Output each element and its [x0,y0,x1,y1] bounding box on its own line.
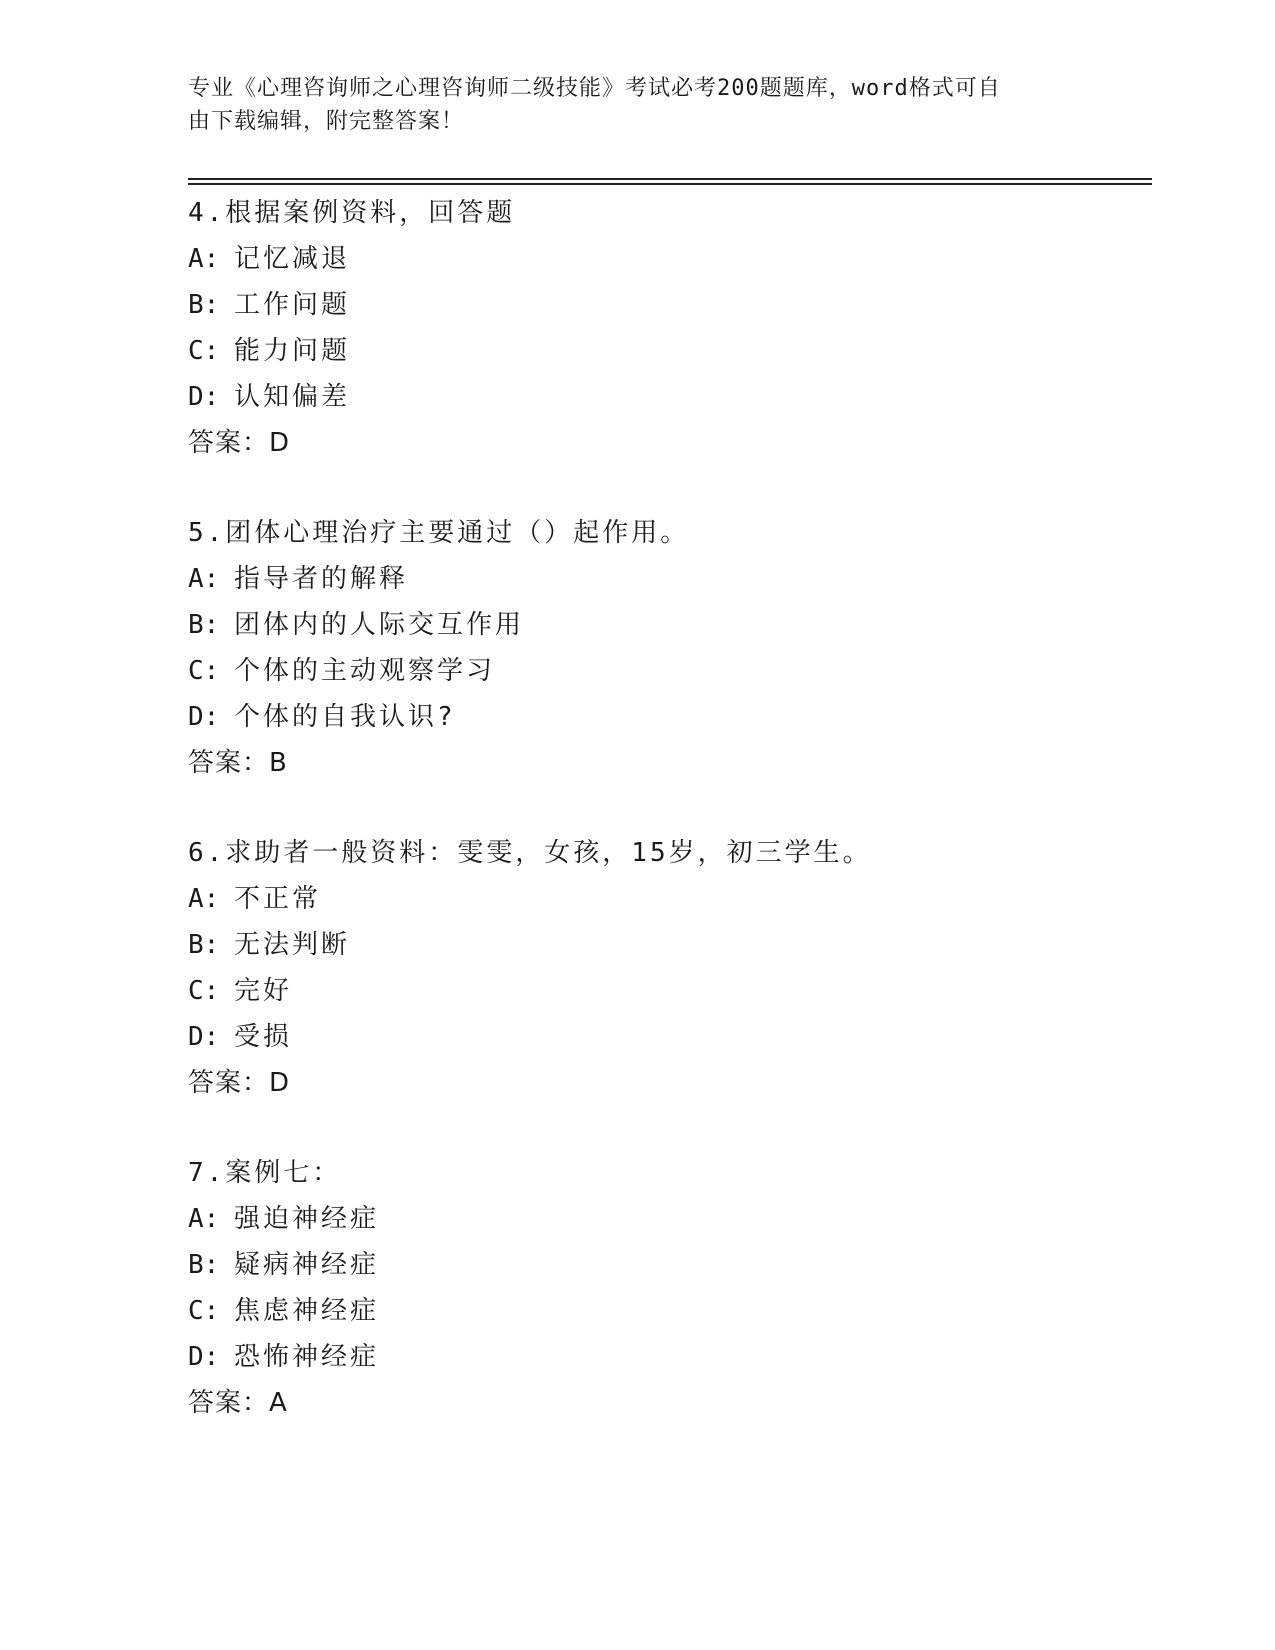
option-text: 能力问题 [234,336,351,366]
option-c [188,968,1148,1014]
option-text: 个体的自我认识? [234,702,456,732]
option-text: 恐怖神经症 [234,1342,380,1372]
option-label: B: [188,610,220,640]
option-label: A: [188,884,220,914]
option-label: A: [188,244,220,274]
option-label: D: [188,1342,220,1372]
answer-line: 答案：D [188,428,291,458]
option-b [188,1242,1148,1288]
option-label: A: [188,1204,220,1234]
question-title: 7.案例七： [188,1158,342,1188]
option-text: 强迫神经症 [234,1204,380,1234]
option-text: 疑病神经症 [234,1250,380,1280]
header-line-1: 专业《心理咨询师之心理咨询师二级技能》考试必考200题题库，word格式可自 [188,76,1001,101]
option-text: 指导者的解释 [234,564,409,594]
option-text: 焦虑神经症 [234,1296,380,1326]
option-label: C: [188,976,220,1006]
header-divider-bottom [188,183,1152,185]
document-header [188,72,1068,138]
option-c [188,328,1148,374]
option-a [188,1196,1148,1242]
option-text: 个体的主动观察学习 [234,656,496,686]
option-label: A: [188,564,220,594]
answer-line: 答案：B [188,748,288,778]
header-divider-top [188,178,1152,180]
option-text: 不正常 [234,884,322,914]
option-text: 受损 [234,1022,293,1052]
question-4 [188,190,1148,510]
option-label: D: [188,382,220,412]
question-5 [188,510,1148,830]
option-text: 完好 [234,976,293,1006]
option-text: 团体内的人际交互作用 [234,610,525,640]
question-title: 5.团体心理治疗主要通过（）起作用。 [188,518,690,548]
option-b [188,922,1148,968]
option-label: B: [188,930,220,960]
answer-line: 答案：A [188,1388,288,1418]
option-label: C: [188,336,220,366]
option-text: 工作问题 [234,290,351,320]
option-label: D: [188,702,220,732]
option-a [188,556,1148,602]
option-b [188,282,1148,328]
option-d [188,694,1148,740]
question-title: 6.求助者一般资料：雯雯，女孩，15岁，初三学生。 [188,838,872,868]
option-c [188,1288,1148,1334]
option-a [188,236,1148,282]
question-7 [188,1150,1148,1470]
option-label: B: [188,1250,220,1280]
option-d [188,1334,1148,1380]
option-label: B: [188,290,220,320]
answer-line: 答案：D [188,1068,291,1098]
option-d [188,374,1148,420]
option-text: 认知偏差 [234,382,351,412]
question-6 [188,830,1148,1150]
option-text: 记忆减退 [234,244,351,274]
option-text: 无法判断 [234,930,351,960]
question-title: 4.根据案例资料，回答题 [188,198,516,228]
option-label: C: [188,656,220,686]
option-c [188,648,1148,694]
option-d [188,1014,1148,1060]
question-list [188,190,1148,1470]
header-line-2: 由下载编辑，附完整答案！ [188,109,465,134]
option-a [188,876,1148,922]
option-label: D: [188,1022,220,1052]
option-b [188,602,1148,648]
option-label: C: [188,1296,220,1326]
